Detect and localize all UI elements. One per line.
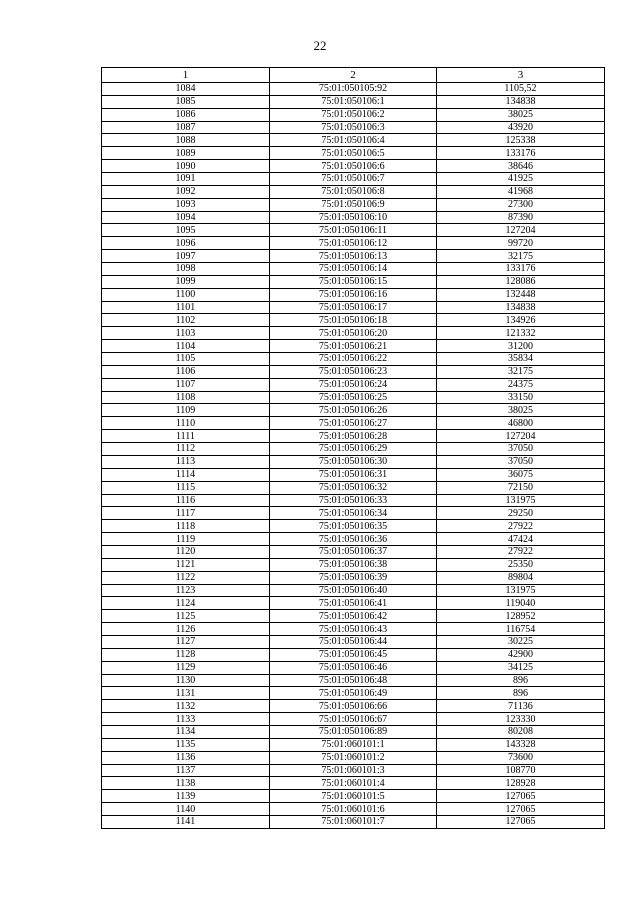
value-cell: 133176 (437, 263, 605, 276)
row-number-cell: 1136 (102, 751, 270, 764)
cadastral-number-cell: 75:01:050105:92 (270, 83, 437, 96)
value-cell: 37050 (437, 455, 605, 468)
row-number-cell: 1130 (102, 674, 270, 687)
table-row (102, 95, 605, 108)
value-cell: 127065 (437, 790, 605, 803)
row-number-cell: 1094 (102, 211, 270, 224)
cadastral-number-cell: 75:01:050106:7 (270, 173, 437, 186)
row-number-cell: 1128 (102, 648, 270, 661)
row-number-cell: 1132 (102, 700, 270, 713)
row-number-cell: 1118 (102, 520, 270, 533)
cadastral-number-cell: 75:01:050106:15 (270, 275, 437, 288)
table-row (102, 301, 605, 314)
cadastral-number-cell: 75:01:050106:46 (270, 661, 437, 674)
table-row (102, 623, 605, 636)
table-row (102, 121, 605, 134)
cadastral-number-cell: 75:01:050106:28 (270, 430, 437, 443)
page-number: 22 (313, 38, 327, 53)
table-row (102, 263, 605, 276)
table-row (102, 661, 605, 674)
table-row (102, 160, 605, 173)
row-number-cell: 1125 (102, 610, 270, 623)
table-row (102, 713, 605, 726)
table-row (102, 211, 605, 224)
row-number-cell: 1089 (102, 147, 270, 160)
cadastral-number-cell: 75:01:050106:11 (270, 224, 437, 237)
cadastral-number-cell: 75:01:060101:4 (270, 777, 437, 790)
value-cell: 896 (437, 687, 605, 700)
row-number-cell: 1103 (102, 327, 270, 340)
value-cell: 896 (437, 674, 605, 687)
row-number-cell: 1105 (102, 353, 270, 366)
cadastral-number-cell: 75:01:050106:23 (270, 365, 437, 378)
table-row (102, 507, 605, 520)
table-row (102, 648, 605, 661)
row-number-cell: 1109 (102, 404, 270, 417)
value-cell: 128086 (437, 275, 605, 288)
row-number-cell: 1088 (102, 134, 270, 147)
row-number-cell: 1115 (102, 481, 270, 494)
cadastral-number-cell: 75:01:050106:27 (270, 417, 437, 430)
table-row (102, 365, 605, 378)
row-number-cell: 1141 (102, 815, 270, 828)
row-number-cell: 1104 (102, 340, 270, 353)
cadastral-number-cell: 75:01:050106:4 (270, 134, 437, 147)
cadastral-number-cell: 75:01:050106:20 (270, 327, 437, 340)
row-number-cell: 1139 (102, 790, 270, 803)
value-cell: 37050 (437, 443, 605, 456)
table-row (102, 545, 605, 558)
value-cell: 30225 (437, 635, 605, 648)
value-cell: 134838 (437, 95, 605, 108)
row-number-cell: 1124 (102, 597, 270, 610)
row-number-cell: 1085 (102, 95, 270, 108)
cadastral-number-cell: 75:01:060101:2 (270, 751, 437, 764)
table-header-row (102, 68, 605, 83)
row-number-cell: 1114 (102, 468, 270, 481)
cadastral-number-cell: 75:01:050106:17 (270, 301, 437, 314)
value-cell: 38646 (437, 160, 605, 173)
cadastral-number-cell: 75:01:050106:16 (270, 288, 437, 301)
table-body (102, 83, 605, 829)
value-cell: 27300 (437, 198, 605, 211)
value-cell: 32175 (437, 250, 605, 263)
cadastral-number-cell: 75:01:050106:13 (270, 250, 437, 263)
table-row (102, 610, 605, 623)
cadastral-number-cell: 75:01:050106:45 (270, 648, 437, 661)
value-cell: 127204 (437, 430, 605, 443)
value-cell: 80208 (437, 725, 605, 738)
value-cell: 38025 (437, 404, 605, 417)
table-row (102, 790, 605, 803)
value-cell: 31200 (437, 340, 605, 353)
table-header (102, 68, 605, 83)
value-cell: 128952 (437, 610, 605, 623)
row-number-cell: 1091 (102, 173, 270, 186)
table-row (102, 250, 605, 263)
table-row (102, 700, 605, 713)
row-number-cell: 1098 (102, 263, 270, 276)
cadastral-number-cell: 75:01:050106:36 (270, 533, 437, 546)
table-row (102, 198, 605, 211)
table-row (102, 815, 605, 828)
value-cell: 1105,52 (437, 83, 605, 96)
cadastral-number-cell: 75:01:050106:66 (270, 700, 437, 713)
row-number-cell: 1090 (102, 160, 270, 173)
value-cell: 89804 (437, 571, 605, 584)
row-number-cell: 1099 (102, 275, 270, 288)
cadastral-number-cell: 75:01:050106:37 (270, 545, 437, 558)
value-cell: 123330 (437, 713, 605, 726)
value-cell: 32175 (437, 365, 605, 378)
row-number-cell: 1097 (102, 250, 270, 263)
table-row (102, 288, 605, 301)
row-number-cell: 1133 (102, 713, 270, 726)
row-number-cell: 1127 (102, 635, 270, 648)
row-number-cell: 1112 (102, 443, 270, 456)
row-number-cell: 1086 (102, 108, 270, 121)
cadastral-number-cell: 75:01:050106:33 (270, 494, 437, 507)
table-row (102, 533, 605, 546)
table-row (102, 777, 605, 790)
cadastral-number-cell: 75:01:050106:30 (270, 455, 437, 468)
row-number-cell: 1095 (102, 224, 270, 237)
cadastral-number-cell: 75:01:050106:24 (270, 378, 437, 391)
row-number-cell: 1121 (102, 558, 270, 571)
cadastral-number-cell: 75:01:050106:38 (270, 558, 437, 571)
cadastral-number-cell: 75:01:050106:2 (270, 108, 437, 121)
value-cell: 35834 (437, 353, 605, 366)
row-number-cell: 1111 (102, 430, 270, 443)
cadastral-number-cell: 75:01:050106:67 (270, 713, 437, 726)
row-number-cell: 1102 (102, 314, 270, 327)
value-cell: 143328 (437, 738, 605, 751)
table-row (102, 584, 605, 597)
value-cell: 128928 (437, 777, 605, 790)
row-number-cell: 1096 (102, 237, 270, 250)
row-number-cell: 1120 (102, 545, 270, 558)
value-cell: 119040 (437, 597, 605, 610)
value-cell: 134926 (437, 314, 605, 327)
row-number-cell: 1101 (102, 301, 270, 314)
table-row (102, 635, 605, 648)
cadastral-number-cell: 75:01:050106:6 (270, 160, 437, 173)
table-row (102, 147, 605, 160)
value-cell: 36075 (437, 468, 605, 481)
cadastral-number-cell: 75:01:050106:43 (270, 623, 437, 636)
value-cell: 131975 (437, 494, 605, 507)
cadastral-number-cell: 75:01:050106:29 (270, 443, 437, 456)
cadastral-number-cell: 75:01:050106:34 (270, 507, 437, 520)
cadastral-number-cell: 75:01:050106:9 (270, 198, 437, 211)
row-number-cell: 1117 (102, 507, 270, 520)
table-row (102, 108, 605, 121)
value-cell: 25350 (437, 558, 605, 571)
cadastral-number-cell: 75:01:050106:5 (270, 147, 437, 160)
column-header-2: 2 (270, 68, 437, 83)
table-row (102, 455, 605, 468)
table-row (102, 494, 605, 507)
table-row (102, 443, 605, 456)
value-cell: 116754 (437, 623, 605, 636)
cadastral-number-cell: 75:01:050106:35 (270, 520, 437, 533)
value-cell: 99720 (437, 237, 605, 250)
table-row (102, 340, 605, 353)
table-row (102, 481, 605, 494)
table-row (102, 571, 605, 584)
table-row (102, 391, 605, 404)
table-row (102, 520, 605, 533)
table-row (102, 134, 605, 147)
table-row (102, 468, 605, 481)
row-number-cell: 1134 (102, 725, 270, 738)
value-cell: 71136 (437, 700, 605, 713)
value-cell: 47424 (437, 533, 605, 546)
table-row (102, 597, 605, 610)
row-number-cell: 1126 (102, 623, 270, 636)
cadastral-number-cell: 75:01:050106:39 (270, 571, 437, 584)
cadastral-number-cell: 75:01:060101:1 (270, 738, 437, 751)
cadastral-number-cell: 75:01:060101:5 (270, 790, 437, 803)
value-cell: 41925 (437, 173, 605, 186)
table-row (102, 378, 605, 391)
cadastral-number-cell: 75:01:050106:89 (270, 725, 437, 738)
cadastral-number-cell: 75:01:050106:41 (270, 597, 437, 610)
value-cell: 34125 (437, 661, 605, 674)
table-row (102, 327, 605, 340)
data-table (101, 67, 605, 829)
value-cell: 133176 (437, 147, 605, 160)
cadastral-number-cell: 75:01:050106:18 (270, 314, 437, 327)
table-row (102, 803, 605, 816)
table-row (102, 353, 605, 366)
value-cell: 132448 (437, 288, 605, 301)
value-cell: 27922 (437, 520, 605, 533)
row-number-cell: 1137 (102, 764, 270, 777)
cadastral-number-cell: 75:01:060101:7 (270, 815, 437, 828)
row-number-cell: 1129 (102, 661, 270, 674)
row-number-cell: 1106 (102, 365, 270, 378)
value-cell: 127065 (437, 803, 605, 816)
table-row (102, 738, 605, 751)
value-cell: 73600 (437, 751, 605, 764)
cadastral-number-cell: 75:01:050106:21 (270, 340, 437, 353)
row-number-cell: 1110 (102, 417, 270, 430)
cadastral-number-cell: 75:01:050106:12 (270, 237, 437, 250)
cadastral-number-cell: 75:01:050106:10 (270, 211, 437, 224)
table-row (102, 83, 605, 96)
row-number-cell: 1093 (102, 198, 270, 211)
cadastral-number-cell: 75:01:050106:26 (270, 404, 437, 417)
table-row (102, 404, 605, 417)
value-cell: 41968 (437, 185, 605, 198)
value-cell: 38025 (437, 108, 605, 121)
row-number-cell: 1138 (102, 777, 270, 790)
row-number-cell: 1135 (102, 738, 270, 751)
table-row (102, 314, 605, 327)
value-cell: 108770 (437, 764, 605, 777)
value-cell: 131975 (437, 584, 605, 597)
row-number-cell: 1100 (102, 288, 270, 301)
row-number-cell: 1119 (102, 533, 270, 546)
table-row (102, 687, 605, 700)
cadastral-number-cell: 75:01:060101:3 (270, 764, 437, 777)
value-cell: 33150 (437, 391, 605, 404)
row-number-cell: 1123 (102, 584, 270, 597)
table-row (102, 237, 605, 250)
value-cell: 27922 (437, 545, 605, 558)
row-number-cell: 1116 (102, 494, 270, 507)
cadastral-number-cell: 75:01:050106:32 (270, 481, 437, 494)
cadastral-number-cell: 75:01:050106:49 (270, 687, 437, 700)
value-cell: 127065 (437, 815, 605, 828)
row-number-cell: 1122 (102, 571, 270, 584)
table-row (102, 275, 605, 288)
table-row (102, 674, 605, 687)
cadastral-number-cell: 75:01:050106:3 (270, 121, 437, 134)
table-row (102, 224, 605, 237)
value-cell: 24375 (437, 378, 605, 391)
cadastral-number-cell: 75:01:050106:31 (270, 468, 437, 481)
cadastral-number-cell: 75:01:050106:8 (270, 185, 437, 198)
column-header-3: 3 (437, 68, 605, 83)
value-cell: 134838 (437, 301, 605, 314)
table-row (102, 764, 605, 777)
table-row (102, 725, 605, 738)
row-number-cell: 1113 (102, 455, 270, 468)
value-cell: 125338 (437, 134, 605, 147)
cadastral-number-cell: 75:01:050106:48 (270, 674, 437, 687)
cadastral-number-cell: 75:01:050106:22 (270, 353, 437, 366)
value-cell: 87390 (437, 211, 605, 224)
row-number-cell: 1084 (102, 83, 270, 96)
table-row (102, 430, 605, 443)
cadastral-number-cell: 75:01:060101:6 (270, 803, 437, 816)
row-number-cell: 1108 (102, 391, 270, 404)
cadastral-number-cell: 75:01:050106:14 (270, 263, 437, 276)
value-cell: 121332 (437, 327, 605, 340)
row-number-cell: 1140 (102, 803, 270, 816)
table-row (102, 173, 605, 186)
cadastral-number-cell: 75:01:050106:44 (270, 635, 437, 648)
table-row (102, 558, 605, 571)
value-cell: 43920 (437, 121, 605, 134)
table-row (102, 185, 605, 198)
table-row (102, 751, 605, 764)
value-cell: 42900 (437, 648, 605, 661)
cadastral-number-cell: 75:01:050106:40 (270, 584, 437, 597)
value-cell: 46800 (437, 417, 605, 430)
value-cell: 29250 (437, 507, 605, 520)
value-cell: 72150 (437, 481, 605, 494)
cadastral-number-cell: 75:01:050106:25 (270, 391, 437, 404)
value-cell: 127204 (437, 224, 605, 237)
row-number-cell: 1092 (102, 185, 270, 198)
cadastral-number-cell: 75:01:050106:42 (270, 610, 437, 623)
cadastral-number-cell: 75:01:050106:1 (270, 95, 437, 108)
column-header-1: 1 (102, 68, 270, 83)
row-number-cell: 1087 (102, 121, 270, 134)
table-row (102, 417, 605, 430)
row-number-cell: 1107 (102, 378, 270, 391)
row-number-cell: 1131 (102, 687, 270, 700)
